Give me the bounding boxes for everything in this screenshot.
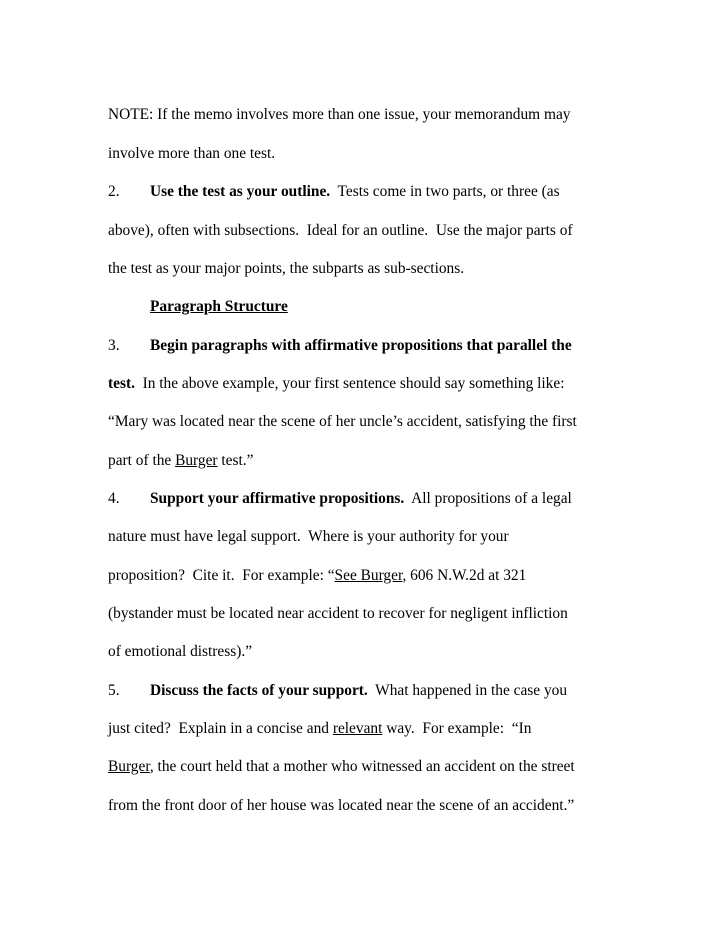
item-5-text-2a: just cited? Explain in a concise and <box>108 720 333 737</box>
item-3-text-4a: part of the <box>108 452 176 469</box>
item-5-line-3 <box>108 758 575 776</box>
item-3-text-3: “Mary was located near the scene of her uncle’s accident, satisfying the first <box>108 413 577 430</box>
item-2-text-2: above), often with subsections. Ideal for an outline. Use the major parts of <box>108 222 573 239</box>
item-4-line-5 <box>108 643 252 661</box>
item-2-line-2 <box>108 222 573 240</box>
item-2-number: 2. <box>108 183 120 200</box>
item-4-text-1: All propositions of a legal <box>404 490 572 507</box>
item-2-line-1 <box>108 183 560 201</box>
item-3-heading-1: Begin paragraphs with affirmative propositions that parallel the <box>150 337 572 354</box>
item-4-line-1 <box>108 490 572 508</box>
item-2-heading: Use the test as your outline. <box>150 183 331 200</box>
item-4-heading: Support your affirmative propositions. <box>150 490 405 507</box>
item-5-number: 5. <box>108 682 120 699</box>
paragraph-structure-line <box>108 298 288 316</box>
item-3-number: 3. <box>108 337 120 354</box>
item-3-case-name: Burger <box>175 452 218 469</box>
item-5-heading: Discuss the facts of your support. <box>150 682 368 699</box>
item-5-relevant: relevant <box>332 720 383 737</box>
item-4-line-3 <box>108 567 526 585</box>
item-4-number: 4. <box>108 490 120 507</box>
section-heading: Paragraph Structure <box>150 298 288 315</box>
note-line-2 <box>108 145 275 163</box>
item-4-text-3b: , 606 N.W.2d at 321 <box>402 567 527 584</box>
note-text-1: NOTE: If the memo involves more than one issue, your memorandum may <box>108 106 571 123</box>
item-3-line-4 <box>108 452 253 470</box>
item-4-text-4: (bystander must be located near accident to recover for negligent infliction <box>108 605 568 622</box>
item-4-text-5: of emotional distress).” <box>108 643 253 660</box>
item-5-text-1: What happened in the case you <box>367 682 568 699</box>
note-text-2: involve more than one test. <box>108 145 276 162</box>
item-5-text-2b: way. For example: “In <box>382 720 532 737</box>
item-2-line-3 <box>108 260 464 278</box>
item-3-text-4b: test.” <box>217 452 254 469</box>
item-3-line-2 <box>108 375 564 393</box>
item-5-case-name: Burger <box>108 758 150 775</box>
item-4-text-3a: proposition? Cite it. For example: “ <box>108 567 335 584</box>
item-3-heading-2: test. <box>108 375 135 392</box>
item-2-text-1: Tests come in two parts, or three (as <box>330 183 560 200</box>
item-4-line-2 <box>108 528 509 546</box>
item-2-text-3: the test as your major points, the subparts as sub-sections. <box>108 260 465 277</box>
note-line-1 <box>108 106 570 124</box>
item-5-text-4: from the front door of her house was located near the scene of an accident.” <box>108 797 575 814</box>
item-3-text-2: In the above example, your first sentence should say something like: <box>134 375 565 392</box>
item-4-citation: See Burger <box>334 567 403 584</box>
item-5-text-3: , the court held that a mother who witnessed an accident on the street <box>149 758 575 775</box>
item-3-line-3 <box>108 413 577 431</box>
item-4-text-2: nature must have legal support. Where is your authority for your <box>108 528 509 545</box>
item-5-line-2 <box>108 720 531 738</box>
item-4-line-4 <box>108 605 568 623</box>
item-5-line-4 <box>108 797 574 815</box>
item-5-line-1 <box>108 682 567 700</box>
item-3-line-1 <box>108 337 572 355</box>
